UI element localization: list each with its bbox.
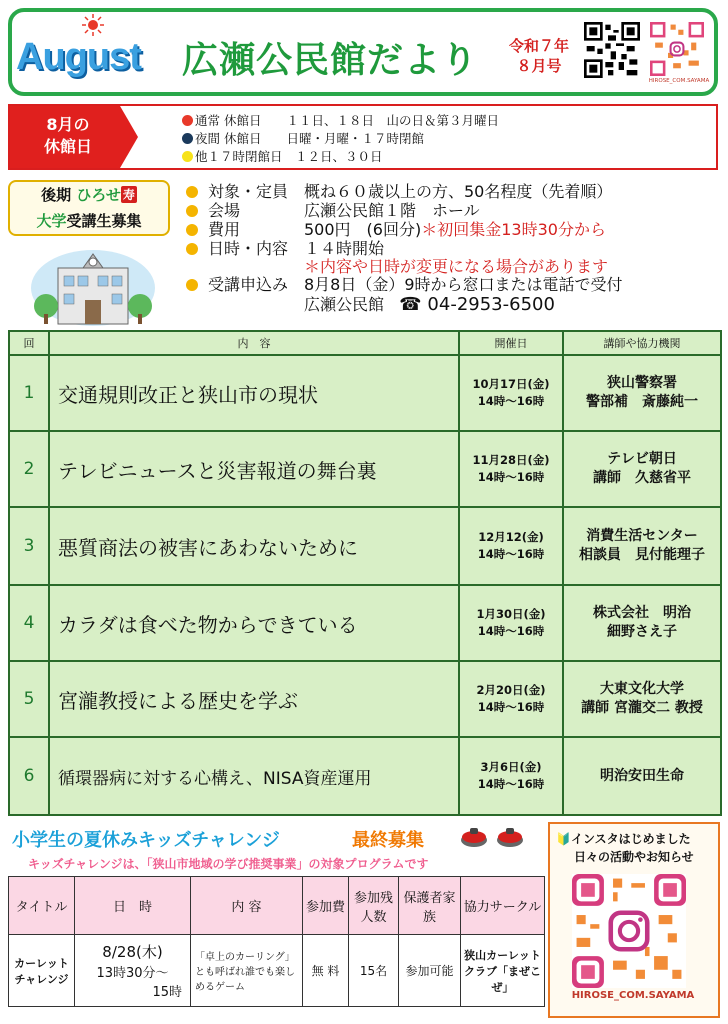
kids-challenge-title: 小学生の夏休みキッズチャレンジ xyxy=(12,830,280,851)
issue-date: 令和７年 ８月号 xyxy=(508,37,569,75)
red-dot-icon xyxy=(182,115,193,126)
lecturer: テレビ朝日 講師 久慈省平 xyxy=(563,431,721,507)
lecture-date: 2月20日(金) 14時～16時 xyxy=(459,661,563,737)
phone-number[interactable]: ☎ 04-2953-6500 xyxy=(399,294,555,315)
bullet-icon xyxy=(186,186,198,198)
closed-row-other: 他１７時閉館日 １２日、３０日 xyxy=(182,148,383,166)
info-time: 日時・内容 １４時開始 xyxy=(186,239,384,259)
kids-table-row xyxy=(9,935,545,1007)
info-contact: 広瀬公民館 ☎ 04-2953-6500 xyxy=(208,294,555,315)
lecturer: 狭山警察署 警部補 斎藤純一 xyxy=(563,355,721,431)
lecturer: 消費生活センター 相談員 見付能理子 xyxy=(563,507,721,585)
row-number: 6 xyxy=(9,737,49,815)
event-content: 「卓上のカーリング」とも呼ばれ誰でも楽しめるゲーム xyxy=(191,935,303,1007)
bullet-icon xyxy=(186,224,198,236)
row-number: 5 xyxy=(9,661,49,737)
table-row xyxy=(9,431,721,507)
instagram-sub: 日々の活動やお知らせ xyxy=(574,850,694,864)
table-row xyxy=(9,507,721,585)
table-row xyxy=(9,585,721,661)
community-hall-illustration xyxy=(28,238,158,328)
qr-code-icon[interactable] xyxy=(584,22,640,78)
university-heading-1: 後期 ひろせ 寿 xyxy=(41,186,135,204)
row-number: 1 xyxy=(9,355,49,431)
row-number: 2 xyxy=(9,431,49,507)
col-datetime: 日 時 xyxy=(75,877,191,935)
table-header-row xyxy=(9,331,721,355)
closed-days-label: 8月の 休館日 xyxy=(43,115,92,156)
table-row xyxy=(9,355,721,431)
lecture-date: 3月6日(金) 14時～16時 xyxy=(459,737,563,815)
lecture-title: 循環器病に対する心構え、NISA資産運用 xyxy=(49,737,459,815)
row-number: 4 xyxy=(9,585,49,661)
lecture-schedule-table xyxy=(8,330,722,816)
col-content: 内 容 xyxy=(191,877,303,935)
yellow-dot-icon xyxy=(182,151,193,162)
lecture-title: カラダは食べた物からできている xyxy=(49,585,459,661)
qr-label: HIROSE_COM.SAYAMA xyxy=(648,78,710,84)
bullet-icon xyxy=(186,243,198,255)
col-remaining: 参加残人数 xyxy=(349,877,399,935)
final-recruit-label: 最終募集 xyxy=(352,830,424,851)
col-header-lecturer: 講師や協力機関 xyxy=(563,331,721,355)
lecture-date: 1月30日(金) 14時～16時 xyxy=(459,585,563,661)
closed-row-night: 夜間 休館日 日曜・月曜・１７時閉館 xyxy=(182,130,424,148)
col-header-content: 内 容 xyxy=(49,331,459,355)
event-circle: 狭山カーレットクラブ「まぜこぜ」 xyxy=(461,935,545,1007)
info-apply: 受講申込み 8月8日（金）9時から窓口または電話で受付 xyxy=(186,275,623,295)
lecturer: 株式会社 明治 細野さえ子 xyxy=(563,585,721,661)
col-header-date: 開催日 xyxy=(459,331,563,355)
col-title: タイトル xyxy=(9,877,75,935)
sun-icon xyxy=(82,14,104,36)
curling-stone-icon xyxy=(496,824,524,848)
kids-challenge-table xyxy=(8,876,545,1007)
row-number: 3 xyxy=(9,507,49,585)
col-header-no: 回 xyxy=(9,331,49,355)
event-guardian: 参加可能 xyxy=(399,935,461,1007)
newsletter-title: 広瀬公民館だより xyxy=(182,40,479,81)
bullet-icon xyxy=(186,279,198,291)
closed-row-regular: 通常 休館日 １１日、１８日 山の日＆第３月曜日 xyxy=(182,112,499,130)
bullet-icon xyxy=(186,205,198,217)
event-title: カーレットチャレンジ xyxy=(9,935,75,1007)
event-remaining: 15名 xyxy=(349,935,399,1007)
col-circle: 協力サークル xyxy=(461,877,545,935)
lecture-date: 10月17日(金) 14時～16時 xyxy=(459,355,563,431)
university-heading-2: 大学受講生募集 xyxy=(36,212,142,230)
lecturer: 大東文化大学 講師 宮瀧交二 教授 xyxy=(563,661,721,737)
lecturer: 明治安田生命 xyxy=(563,737,721,815)
col-guardian: 保護者家族 xyxy=(399,877,461,935)
month-logo: August xyxy=(16,36,141,78)
info-change-notice: ＊内容や日時が変更になる場合があります xyxy=(208,257,609,276)
lecture-title: 悪質商法の被害にあわないために xyxy=(49,507,459,585)
table-row xyxy=(9,737,721,815)
instagram-announce: 🔰インスタはじめました xyxy=(556,832,691,846)
col-fee: 参加費 xyxy=(303,877,349,935)
instagram-qr-icon[interactable] xyxy=(650,22,704,76)
curling-stone-icon xyxy=(460,824,488,848)
info-fee: 費用 500円 (6回分)＊初回集金13時30分から xyxy=(186,220,606,240)
lecture-date: 12月12(金) 14時～16時 xyxy=(459,507,563,585)
kids-table-header xyxy=(9,877,545,935)
instagram-handle: HIROSE_COM.SAYAMA xyxy=(571,990,695,1001)
event-fee: 無 料 xyxy=(303,935,349,1007)
kids-subtitle: キッズチャレンジは、「狭山市地域の学び推奨事業」の対象プログラムです xyxy=(28,857,429,871)
instagram-qr-icon[interactable] xyxy=(568,874,690,988)
info-target: 対象・定員 概ね６０歳以上の方、50名程度（先着順） xyxy=(186,182,612,202)
navy-dot-icon xyxy=(182,133,193,144)
lecture-title: 交通規則改正と狭山市の現状 xyxy=(49,355,459,431)
lecture-title: 宮瀧教授による歴史を学ぶ xyxy=(49,661,459,737)
lecture-date: 11月28日(金) 14時～16時 xyxy=(459,431,563,507)
lecture-title: テレビニュースと災害報道の舞台裏 xyxy=(49,431,459,507)
table-row xyxy=(9,661,721,737)
event-datetime: 8/28(木) 13時30分～ 15時 xyxy=(75,935,191,1007)
info-venue: 会場 広瀬公民館１階 ホール xyxy=(186,201,480,221)
